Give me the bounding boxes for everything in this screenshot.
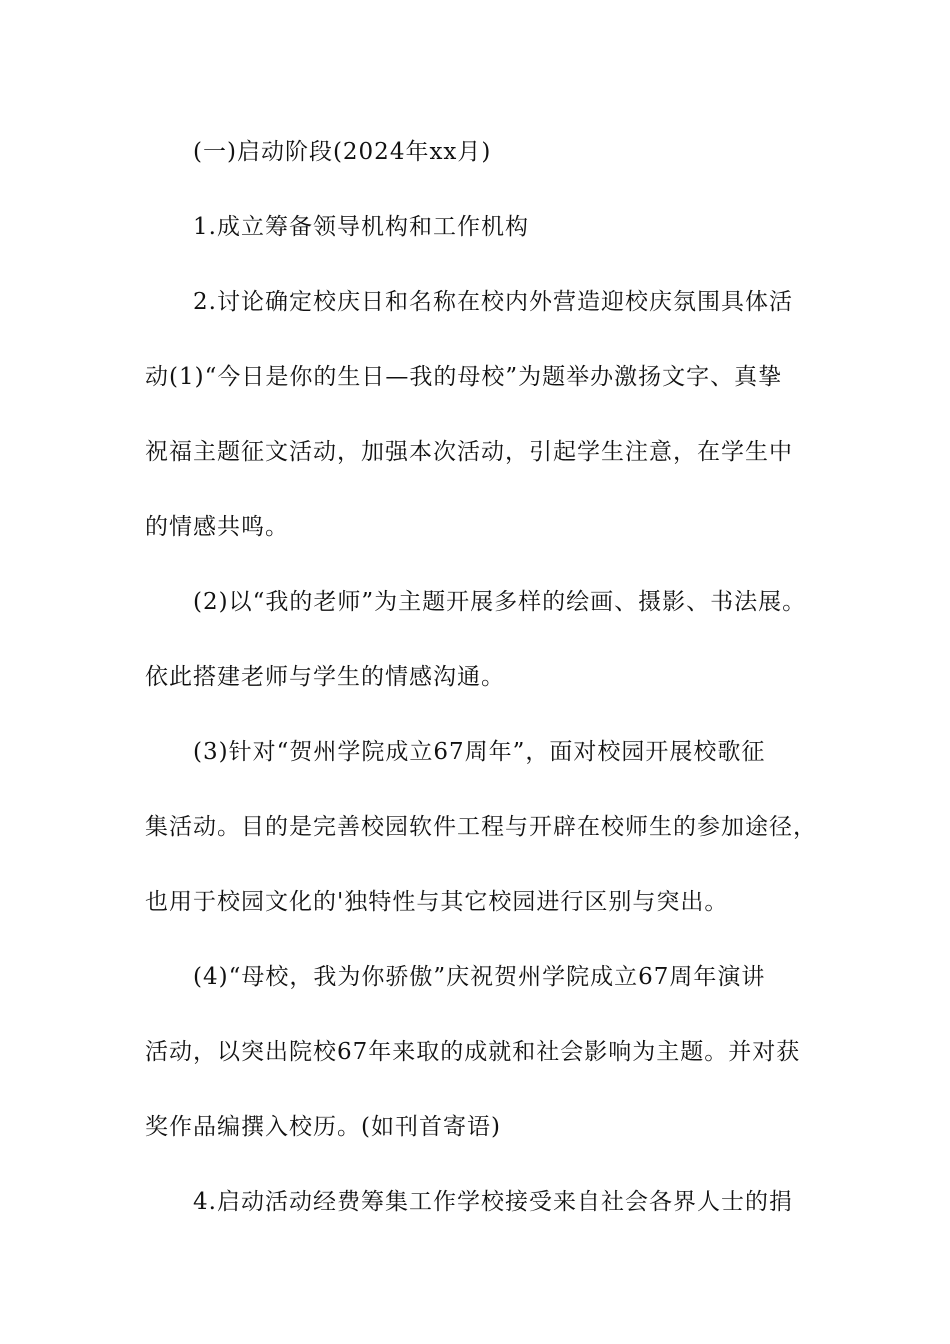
item-2-line-1: 2.讨论确定校庆日和名称在校内外营造迎校庆氛围具体活 — [193, 289, 793, 315]
sub-item-3-line-2: 集活动。目的是完善校园软件工程与开辟在校师生的参加途径， — [145, 814, 817, 840]
item-2-line-2: 动(1)“今日是你的生日—我的母校”为题举办激扬文字、真挚 — [145, 364, 783, 390]
sub-item-4-line-2: 活动，以突出院校67年来取的成就和社会影响为主题。并对获 — [145, 1039, 801, 1065]
sub-item-3-line-1: (3)针对“贺州学院成立67周年”，面对校园开展校歌征 — [193, 739, 766, 765]
item-1: 1.成立筹备领导机构和工作机构 — [193, 214, 529, 240]
item-2-line-4: 的情感共鸣。 — [145, 514, 289, 540]
sub-item-2-line-2: 依此搭建老师与学生的情感沟通。 — [145, 664, 505, 690]
item-4-line-1: 4.启动活动经费筹集工作学校接受来自社会各界人士的捐 — [193, 1189, 793, 1215]
sub-item-3-line-3: 也用于校园文化的'独特性与其它校园进行区别与突出。 — [145, 889, 729, 915]
sub-item-2-line-1: (2)以“我的老师”为主题开展多样的绘画、摄影、书法展。 — [193, 589, 807, 615]
item-2-line-3: 祝福主题征文活动，加强本次活动，引起学生注意，在学生中 — [145, 439, 793, 465]
sub-item-4-line-1: (4)“母校，我为你骄傲”庆祝贺州学院成立67周年演讲 — [193, 964, 766, 990]
section-heading: (一)启动阶段(2024年xx月) — [193, 139, 492, 165]
sub-item-4-line-3: 奖作品编撰入校历。(如刊首寄语) — [145, 1114, 501, 1140]
